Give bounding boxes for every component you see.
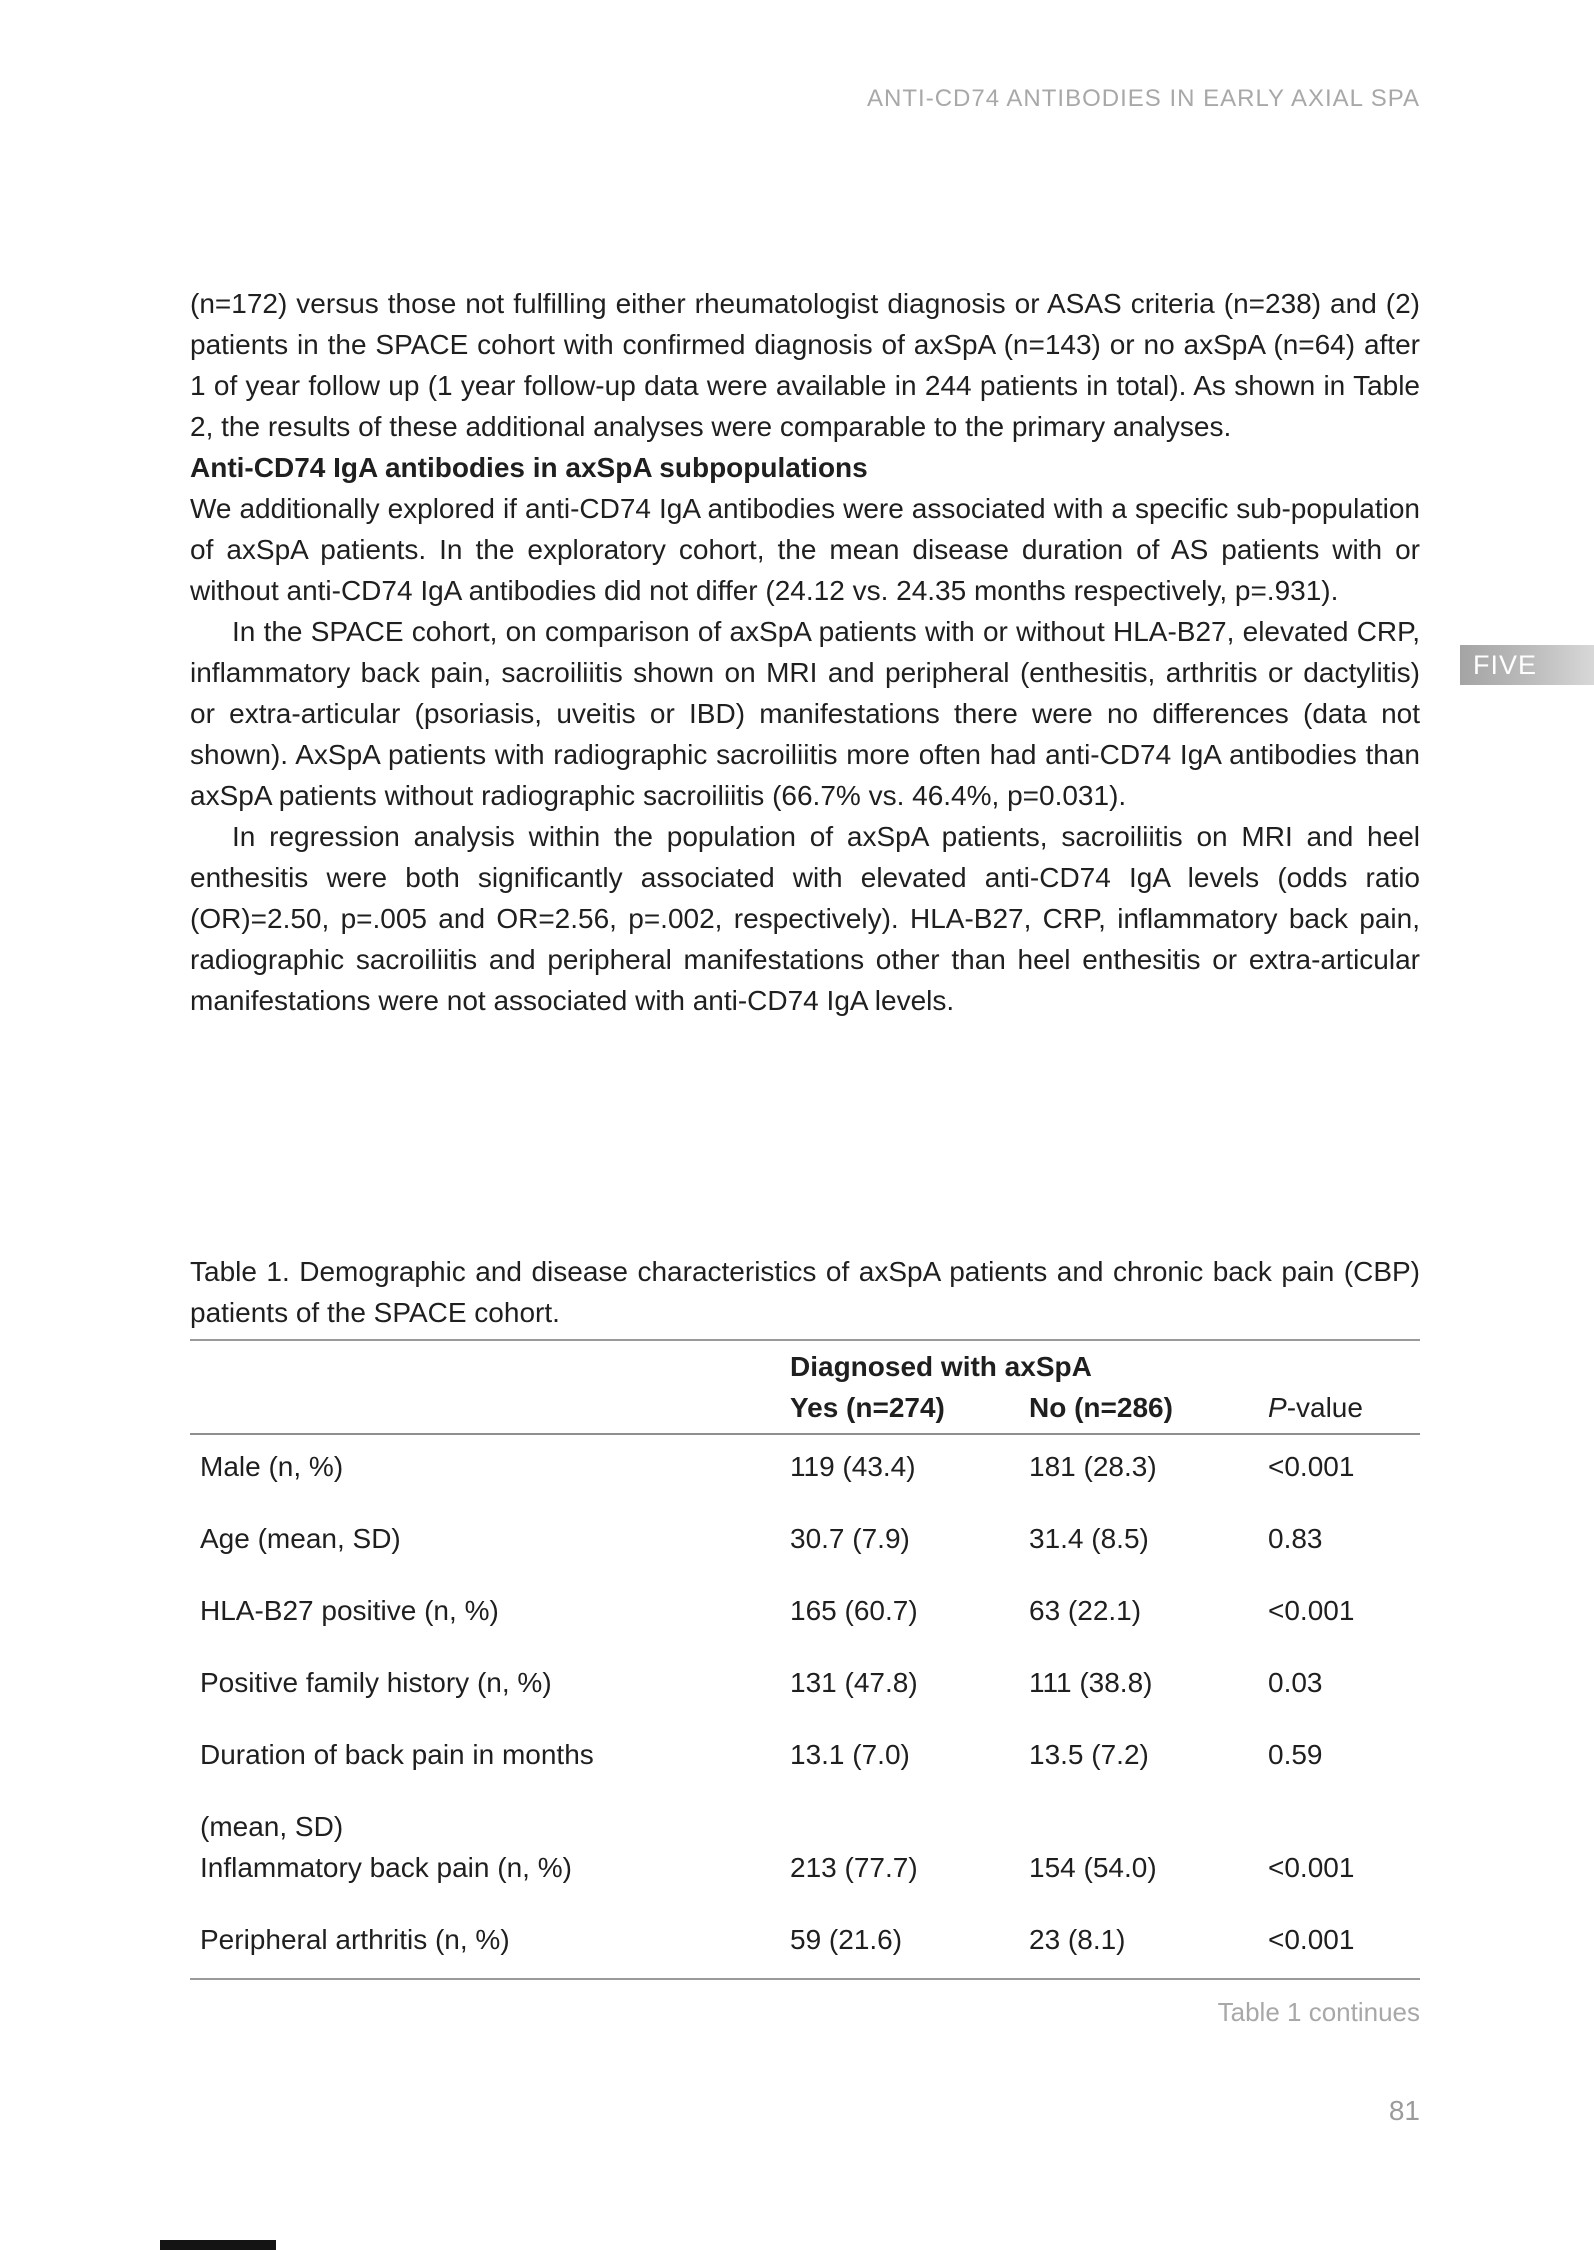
cell-no: 181 (28.3) [1029,1451,1157,1482]
row-label-line1: Duration of back pain in months [200,1739,594,1770]
cell-no: 13.5 (7.2) [1029,1739,1149,1770]
row-label-line2: (mean, SD) [200,1811,344,1842]
table-row [190,1919,1420,1969]
table-1 [190,1339,1420,1980]
cell-yes: 30.7 (7.9) [790,1523,910,1554]
cell-yes: 165 (60.7) [790,1595,918,1626]
cell-yes: 119 (43.4) [790,1451,916,1482]
row-label: Age (mean, SD) [200,1523,401,1554]
body-text-block [190,283,1420,1021]
section-heading: Anti-CD74 IgA antibodies in axSpA subpopulations [190,452,868,483]
row-label [190,1734,790,1847]
page-number: 81 [1388,2095,1420,2126]
column-header-pvalue [1268,1387,1420,1428]
row-label: Peripheral arthritis (n, %) [200,1924,510,1955]
row-label: Male (n, %) [200,1451,344,1482]
table-row [190,1446,1420,1518]
paragraph-subpopulations: We additionally explored if anti-CD74 IgA antibodies were associated with a specific sub-population of axSpA patients. In the exploratory cohort, the mean disease duration of AS patients with or without anti-CD74 IgA antibodies did not differ (24.12 vs. 24.35 months respectively, p=.931). [190,493,1420,606]
cell-yes: 131 (47.8) [790,1667,918,1698]
cell-pvalue: <0.001 [1268,1852,1355,1883]
cell-pvalue: 0.83 [1268,1523,1323,1554]
cell-yes: 213 (77.7) [790,1852,918,1883]
cell-no: 111 (38.8) [1029,1667,1153,1698]
table-column-header-row [190,1387,1420,1433]
binding-mark [160,2240,276,2250]
cell-pvalue: 0.03 [1268,1667,1323,1698]
cell-pvalue: <0.001 [1268,1924,1355,1955]
pvalue-italic-p: P [1268,1392,1287,1423]
row-label: Inflammatory back pain (n, %) [200,1852,572,1883]
table-row [190,1590,1420,1662]
paragraph-intro: (n=172) versus those not fulfilling either rheumatologist diagnosis or ASAS criteria (n=238) and (2) patients in the SPACE cohort with confirmed diagnosis of axSpA (n=143) or no axSpA (n=64) after 1 of year follow up (1 year follow-up data were available in 244 patients in total). As shown in Table 2, the results of these additional analyses were comparable to the primary analyses. [190,288,1420,442]
chapter-tab-five: FIVE [1460,645,1594,685]
running-header: ANTI-CD74 ANTIBODIES IN EARLY AXIAL SPA [867,85,1420,112]
column-header-no: No (n=286) [1029,1392,1173,1423]
table-continues-note: Table 1 continues [1217,1997,1420,2027]
pvalue-rest: -value [1286,1392,1363,1423]
cell-yes: 59 (21.6) [790,1924,903,1955]
cell-pvalue: <0.001 [1268,1595,1355,1626]
row-label: HLA-B27 positive (n, %) [200,1595,499,1626]
paragraph-regression: In regression analysis within the population of axSpA patients, sacroiliitis on MRI and heel enthesitis were both significantly associated with elevated anti-CD74 IgA levels (odds ratio (OR)=2.50, p=.005 and OR=2.56, p=.002, respectively). HLA-B27, CRP, inflammatory back pain, radiographic sacroiliitis and peripheral manifestations other than heel enthesitis or extra-articular manifestations were not associated with anti-CD74 IgA levels. [190,821,1420,1016]
table-group-header: Diagnosed with axSpA [790,1351,1092,1382]
table-header-group-row [190,1341,1420,1387]
table-row [190,1518,1420,1590]
cell-no: 23 (8.1) [1029,1924,1126,1955]
cell-pvalue: <0.001 [1268,1451,1355,1482]
cell-no: 63 (22.1) [1029,1595,1142,1626]
row-label: Positive family history (n, %) [200,1667,552,1698]
cell-pvalue: 0.59 [1268,1739,1323,1770]
table-row [190,1847,1420,1919]
cell-no: 154 (54.0) [1029,1852,1157,1883]
table-1-section [190,1251,1420,2028]
table-row [190,1734,1420,1847]
table-body [190,1433,1420,1980]
paragraph-space-cohort: In the SPACE cohort, on comparison of axSpA patients with or without HLA-B27, elevated CRP, inflammatory back pain, sacroiliitis shown on MRI and peripheral (enthesitis, arthritis or dactylitis) or extra-articular (psoriasis, uveitis or IBD) manifestations there were no differences (data not shown). AxSpA patients with radiographic sacroiliitis more often had anti-CD74 IgA antibodies than axSpA patients without radiographic sacroiliitis (66.7% vs. 46.4%, p=0.031). [190,616,1420,811]
cell-no: 31.4 (8.5) [1029,1523,1149,1554]
table-row [190,1662,1420,1734]
table-caption: Table 1. Demographic and disease characteristics of axSpA patients and chronic back pain (CBP) patients of the SPACE cohort. [190,1256,1420,1328]
column-header-yes: Yes (n=274) [790,1392,945,1423]
cell-yes: 13.1 (7.0) [790,1739,910,1770]
